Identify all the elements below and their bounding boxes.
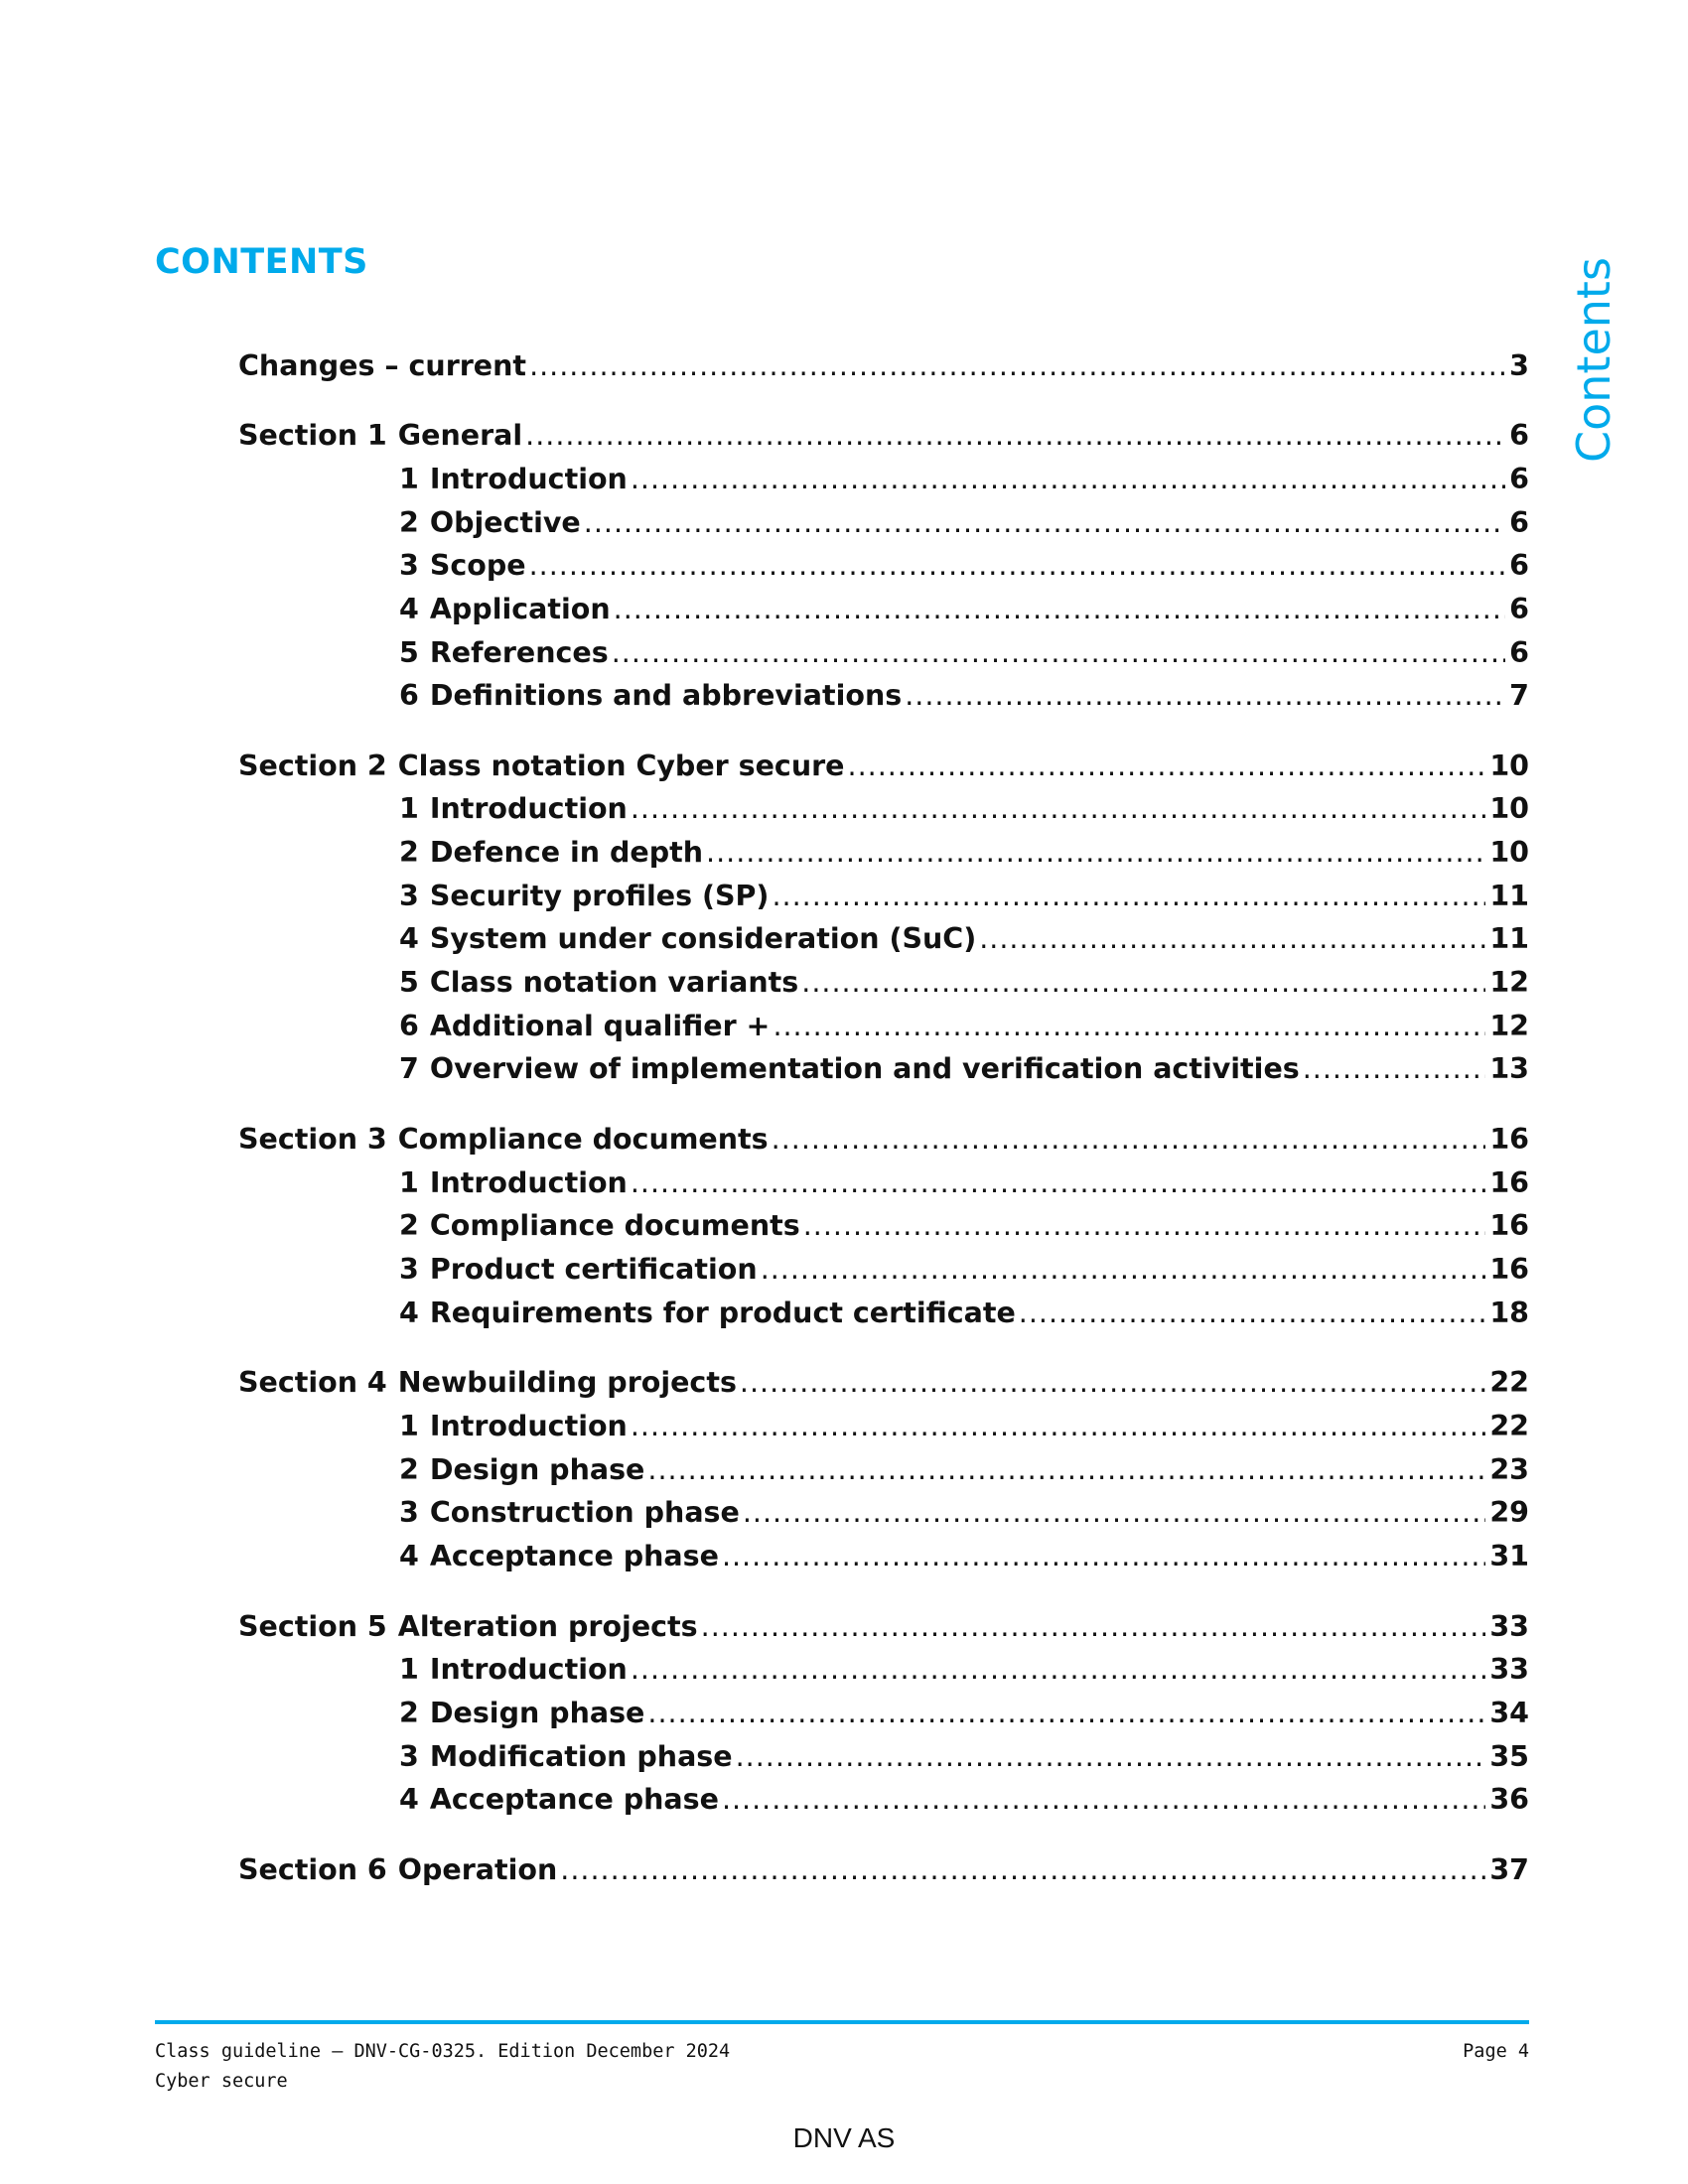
toc-entry-title: Introduction — [429, 792, 628, 825]
toc-entry-page: 6 — [1509, 419, 1529, 452]
toc-dot-leader — [801, 966, 1485, 999]
toc-entry-page: 33 — [1489, 1610, 1529, 1643]
toc-dot-leader — [529, 349, 1505, 382]
toc-dot-leader — [631, 792, 1485, 825]
toc-entry-number: Section 4 — [238, 1366, 387, 1399]
toc-dot-leader — [743, 1496, 1485, 1529]
toc-entry-number: 6 — [399, 1010, 419, 1042]
toc-dot-leader — [722, 1783, 1485, 1816]
toc-subsection-entry[interactable] — [399, 1297, 1529, 1336]
toc-entry-page: 35 — [1489, 1740, 1529, 1773]
toc-entry-title: Scope — [429, 549, 526, 582]
toc-entry-page: 10 — [1489, 750, 1529, 782]
toc-dot-leader — [584, 506, 1505, 539]
toc-entry-number: 1 — [399, 1653, 419, 1686]
toc-entry-title: Compliance documents — [397, 1123, 769, 1156]
toc-entry-number: Section 3 — [238, 1123, 387, 1156]
toc-entry-title: Defence in depth — [429, 836, 704, 869]
publisher-name: DNV AS — [792, 2122, 896, 2153]
toc-entry-title: System under consideration (SuC) — [429, 922, 977, 955]
toc-entry-title: Acceptance phase — [429, 1783, 719, 1816]
toc-subsection-entry[interactable] — [399, 922, 1529, 962]
toc-entry-page: 12 — [1489, 966, 1529, 999]
toc-subsection-entry[interactable] — [399, 1410, 1529, 1449]
toc-subsection-entry[interactable] — [399, 1453, 1529, 1493]
toc-entry-page: 22 — [1489, 1366, 1529, 1399]
toc-subsection-entry[interactable] — [399, 506, 1529, 546]
toc-entry-number: 2 — [399, 1697, 419, 1729]
toc-entry-title: Introduction — [429, 1166, 628, 1199]
toc-entry-title: General — [397, 419, 523, 452]
toc-entry-number: 1 — [399, 1166, 419, 1199]
toc-subsection-entry[interactable] — [399, 549, 1529, 589]
toc-entry-number: 3 — [399, 1253, 419, 1286]
toc-entry-page: 10 — [1489, 792, 1529, 825]
toc-dot-leader — [905, 679, 1505, 712]
toc-entry-title: Application — [429, 593, 611, 625]
toc-section-entry[interactable] — [238, 1366, 1529, 1406]
toc-dot-leader — [631, 1410, 1485, 1442]
toc-entry-title: Operation — [397, 1853, 558, 1886]
toc-entry-number: 1 — [399, 463, 419, 495]
toc-subsection-entry[interactable] — [399, 1209, 1529, 1249]
toc-section-entry[interactable] — [238, 419, 1529, 459]
toc-entry-number: 2 — [399, 1453, 419, 1486]
toc-subsection-entry[interactable] — [399, 593, 1529, 632]
toc-entry-title: Product certification — [429, 1253, 758, 1286]
toc-dot-leader — [631, 463, 1505, 495]
toc-entry-number: 2 — [399, 1209, 419, 1242]
toc-subsection-entry[interactable] — [399, 1697, 1529, 1736]
toc-entry-page: 6 — [1509, 636, 1529, 669]
toc-entry-page: 11 — [1489, 922, 1529, 955]
toc-entry-title: Design phase — [429, 1697, 645, 1729]
toc-subsection-entry[interactable] — [399, 966, 1529, 1006]
toc-subsection-entry[interactable] — [399, 679, 1529, 719]
toc-entry-page: 11 — [1489, 880, 1529, 912]
toc-entry-page: 6 — [1509, 463, 1529, 495]
toc-entry-page: 13 — [1489, 1052, 1529, 1085]
toc-entry-title: Definitions and abbreviations — [429, 679, 903, 712]
toc-subsection-entry[interactable] — [399, 1783, 1529, 1823]
toc-dot-leader — [631, 1653, 1485, 1686]
toc-dot-leader — [773, 1010, 1485, 1042]
footer-document-title: Class guideline — DNV-CG-0325. Edition December 2024 — [155, 2041, 731, 2062]
toc-entry-title: Alteration projects — [397, 1610, 698, 1643]
toc-entry-page: 18 — [1489, 1297, 1529, 1329]
footer-document-info — [155, 2037, 730, 2097]
toc-entry-number: 7 — [399, 1052, 419, 1085]
toc-dot-leader — [761, 1253, 1486, 1286]
toc-section-entry[interactable] — [238, 1853, 1529, 1893]
toc-entry-title: Objective — [429, 506, 581, 539]
toc-entry-page: 31 — [1489, 1540, 1529, 1572]
toc-entry-title: Construction phase — [429, 1496, 740, 1529]
toc-dot-leader — [706, 836, 1485, 869]
toc-entry-number: 2 — [399, 506, 419, 539]
footer-document-subtitle: Cyber secure — [155, 2071, 288, 2092]
toc-entry-page: 33 — [1489, 1653, 1529, 1686]
toc-entry-title: Design phase — [429, 1453, 645, 1486]
toc-entry-number: 5 — [399, 636, 419, 669]
toc-subsection-entry[interactable] — [399, 463, 1529, 502]
toc-section-entry[interactable] — [238, 1123, 1529, 1162]
toc-entry-title: Newbuilding projects — [397, 1366, 737, 1399]
toc-subsection-entry[interactable] — [399, 1740, 1529, 1780]
toc-entry-title: Introduction — [429, 1410, 628, 1442]
toc-dot-leader — [740, 1366, 1485, 1399]
toc-entry-page: 6 — [1509, 549, 1529, 582]
toc-entry-page: 22 — [1489, 1410, 1529, 1442]
toc-subsection-entry[interactable] — [399, 1253, 1529, 1293]
toc-dot-leader — [772, 880, 1485, 912]
toc-entry-page: 12 — [1489, 1010, 1529, 1042]
toc-entry-page: 16 — [1489, 1123, 1529, 1156]
toc-entry-title: Introduction — [429, 463, 628, 495]
footer-page-number: Page 4 — [1463, 2041, 1529, 2062]
toc-entry-number: Section 5 — [238, 1610, 387, 1643]
toc-subsection-entry[interactable] — [399, 792, 1529, 832]
toc-entry-title: Modification phase — [429, 1740, 733, 1773]
toc-entry-number: 3 — [399, 549, 419, 582]
toc-entry-number: 4 — [399, 1297, 419, 1329]
toc-subsection-entry[interactable] — [399, 836, 1529, 876]
toc-dot-leader — [722, 1540, 1485, 1572]
toc-entry-page: 6 — [1509, 593, 1529, 625]
toc-dot-leader — [560, 1853, 1485, 1886]
toc-entry-title: Additional qualifier + — [429, 1010, 771, 1042]
toc-section-entry[interactable] — [238, 349, 1529, 389]
toc-entry-title: Overview of implementation and verification activities — [429, 1052, 1300, 1085]
toc-entry-number: Section 2 — [238, 750, 387, 782]
footer-divider — [155, 2020, 1529, 2024]
toc-entry-page: 16 — [1489, 1209, 1529, 1242]
toc-entry-number: 4 — [399, 1540, 419, 1572]
toc-entry-page: 37 — [1489, 1853, 1529, 1886]
toc-dot-leader — [647, 1697, 1485, 1729]
toc-entry-number: 4 — [399, 593, 419, 625]
toc-dot-leader — [803, 1209, 1486, 1242]
toc-subsection-entry[interactable] — [399, 1653, 1529, 1693]
toc-dot-leader — [647, 1453, 1485, 1486]
toc-entry-title: Changes – current — [238, 349, 527, 382]
toc-entry-page: 6 — [1509, 506, 1529, 539]
toc-entry-page: 16 — [1489, 1166, 1529, 1199]
toc-entry-title: Introduction — [429, 1653, 628, 1686]
toc-entry-number: 2 — [399, 836, 419, 869]
toc-dot-leader — [1303, 1052, 1486, 1085]
toc-entry-title: Requirements for product certificate — [429, 1297, 1016, 1329]
toc-entry-title: Class notation variants — [429, 966, 799, 999]
toc-dot-leader — [1019, 1297, 1486, 1329]
toc-dot-leader — [612, 636, 1505, 669]
toc-entry-page: 34 — [1489, 1697, 1529, 1729]
toc-entry-number: 3 — [399, 1740, 419, 1773]
toc-subsection-entry[interactable] — [399, 1540, 1529, 1579]
toc-subsection-entry[interactable] — [399, 1166, 1529, 1206]
toc-entry-title: Acceptance phase — [429, 1540, 719, 1572]
toc-entry-title: References — [429, 636, 609, 669]
toc-section-entry[interactable] — [238, 1610, 1529, 1650]
contents-heading: CONTENTS — [155, 242, 368, 282]
toc-entry-title: Class notation Cyber secure — [397, 750, 845, 782]
toc-entry-number: 3 — [399, 1496, 419, 1529]
toc-entry-number: 5 — [399, 966, 419, 999]
toc-entry-page: 36 — [1489, 1783, 1529, 1816]
toc-entry-number: Section 6 — [238, 1853, 387, 1886]
toc-dot-leader — [614, 593, 1506, 625]
toc-dot-leader — [979, 922, 1485, 955]
toc-dot-leader — [525, 419, 1505, 452]
toc-entry-number: 4 — [399, 1783, 419, 1816]
toc-subsection-entry[interactable] — [399, 636, 1529, 676]
toc-subsection-entry[interactable] — [399, 1010, 1529, 1049]
toc-entry-number: 4 — [399, 922, 419, 955]
toc-entry-number: 1 — [399, 1410, 419, 1442]
toc-entry-number: 6 — [399, 679, 419, 712]
toc-subsection-entry[interactable] — [399, 880, 1529, 919]
toc-entry-page: 10 — [1489, 836, 1529, 869]
contents-side-tab: Contents — [1567, 257, 1620, 463]
toc-entry-number: Section 1 — [238, 419, 387, 452]
toc-subsection-entry[interactable] — [399, 1052, 1529, 1092]
toc-dot-leader — [529, 549, 1506, 582]
toc-section-entry[interactable] — [238, 750, 1529, 789]
toc-dot-leader — [701, 1610, 1486, 1643]
toc-entry-number: 1 — [399, 792, 419, 825]
toc-dot-leader — [736, 1740, 1486, 1773]
toc-entry-page: 7 — [1509, 679, 1529, 712]
toc-entry-page: 29 — [1489, 1496, 1529, 1529]
toc-entry-title: Security profiles (SP) — [429, 880, 770, 912]
toc-entry-number: 3 — [399, 880, 419, 912]
toc-entry-page: 16 — [1489, 1253, 1529, 1286]
toc-dot-leader — [631, 1166, 1485, 1199]
toc-subsection-entry[interactable] — [399, 1496, 1529, 1536]
toc-dot-leader — [848, 750, 1486, 782]
toc-dot-leader — [772, 1123, 1486, 1156]
toc-entry-page: 23 — [1489, 1453, 1529, 1486]
toc-entry-page: 3 — [1509, 349, 1529, 382]
toc-entry-title: Compliance documents — [429, 1209, 800, 1242]
